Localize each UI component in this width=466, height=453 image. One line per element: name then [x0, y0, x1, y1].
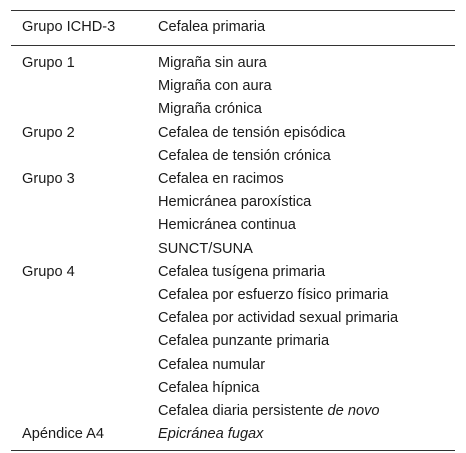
headache-cell: [158, 400, 455, 423]
table-row: [11, 307, 455, 330]
headache-cell: Migraña sin aura: [158, 55, 267, 71]
group-cell: [11, 377, 158, 400]
headache-cell: Cefalea por esfuerzo físico primaria: [158, 287, 389, 304]
headache-cell: [158, 423, 455, 451]
header-group: Grupo ICHD-3: [22, 19, 116, 36]
headache-italic-suffix: de novo: [327, 403, 380, 420]
headache-cell: Cefalea hípnica: [158, 379, 260, 396]
group-cell: [11, 214, 158, 237]
headache-text: Cefalea diaria persistente: [158, 403, 328, 420]
group-cell: Grupo 3: [22, 171, 75, 188]
table-body: [11, 46, 455, 451]
group-cell: [11, 354, 158, 377]
headache-cell: Hemicránea paroxística: [158, 194, 312, 211]
headache-italic-text: Epicránea fugax: [158, 426, 264, 443]
table-row: [11, 98, 455, 121]
group-cell: Grupo 4: [22, 263, 75, 280]
table-row: [11, 168, 455, 191]
header-row: [11, 11, 455, 46]
group-cell: [11, 145, 158, 168]
classification-table-container: [11, 10, 455, 451]
group-cell: Grupo 1: [22, 55, 75, 71]
table-row: [11, 145, 455, 168]
group-cell: [11, 191, 158, 214]
table-row: [11, 214, 455, 237]
group-cell: [11, 330, 158, 353]
table-row: [11, 238, 455, 261]
headache-cell: Cefalea en racimos: [158, 171, 284, 188]
table-row: [11, 423, 455, 451]
table-row: [11, 377, 455, 400]
group-cell: Grupo 2: [22, 124, 75, 141]
table-row: [11, 75, 455, 98]
group-cell: [11, 238, 158, 261]
headache-cell: Cefalea por actividad sexual primaria: [158, 310, 399, 327]
table-row: [11, 191, 455, 214]
headache-cell: Cefalea punzante primaria: [158, 333, 330, 350]
headache-cell: Cefalea de tensión crónica: [158, 147, 331, 164]
headache-classification-table: [11, 10, 455, 451]
table-row: [11, 330, 455, 353]
headache-cell: Hemicránea continua: [158, 217, 296, 234]
table-row: [11, 354, 455, 377]
table-row: [11, 261, 455, 284]
headache-cell: Cefalea numular: [158, 356, 266, 373]
table-row: [11, 46, 455, 76]
headache-cell: Cefalea tusígena primaria: [158, 263, 326, 280]
headache-cell: Cefalea de tensión episódica: [158, 124, 346, 141]
headache-cell: SUNCT/SUNA: [158, 240, 253, 257]
table-row: [11, 122, 455, 145]
headache-cell: Migraña con aura: [158, 78, 272, 95]
header-headache: Cefalea primaria: [158, 19, 266, 36]
group-cell: [11, 307, 158, 330]
table-row: [11, 284, 455, 307]
group-cell: [11, 284, 158, 307]
headache-cell: Migraña crónica: [158, 101, 262, 118]
group-cell: [11, 400, 158, 423]
table-row: [11, 400, 455, 423]
table-header: [11, 11, 455, 46]
group-cell: [11, 98, 158, 121]
group-cell: Apéndice A4: [22, 426, 104, 443]
group-cell: [11, 75, 158, 98]
